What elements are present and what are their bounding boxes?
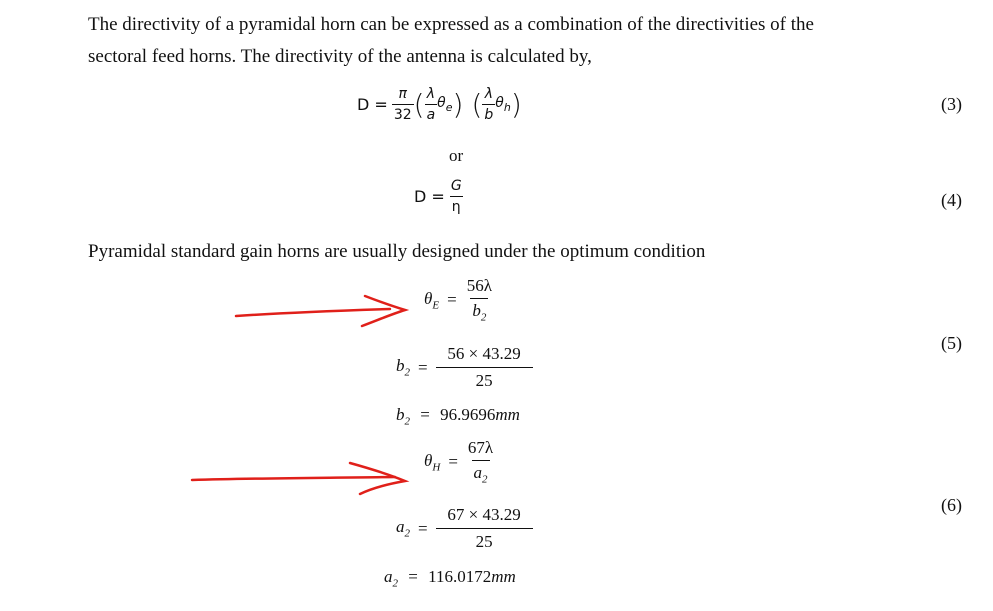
intro-line-2: sectoral feed horns. The directivity of the antenna is calculated by, [88,46,592,67]
equation-number-5: (5) [941,333,962,353]
eq3-pi-fraction: $\frac{\pi}{32}$ [393,86,412,123]
eq3-lhs: D = [357,95,388,114]
b2-calculation: $b_2$ = $\frac{56 \times 43.29}{25}$ [396,344,533,391]
equation-4 [414,178,464,215]
equation-number-4: (4) [941,190,962,210]
paragraph-2: Pyramidal standard gain horns are usually designed under the optimum condition [88,241,706,262]
equation-3: D = $\frac{\pi}{32}$ ( $\frac{\lambda}{a}$ $\theta_e$ ) ( $\frac{\lambda}{b}$ $\theta_h$ ) [357,86,522,123]
eq3-lambda-b: $\frac{\lambda}{b}$ [484,86,494,123]
b2-result: $b_2 = 96.9696mm$ [396,405,520,428]
a2-result: $a_2 = 116.0172mm$ [384,567,516,590]
eq4-lhs: D = [414,187,445,206]
theta-e-equation: $\theta_E$ = $\frac{56\lambda}{b_2}$ [424,276,492,324]
or-text: or [449,146,464,165]
a2-calculation: $a_2$ = $\frac{67 \times 43.29}{25}$ [396,505,533,552]
eq3-lambda-a: $\frac{\lambda}{a}$ [426,86,436,123]
theta-h-equation: $\theta_H$ = $\frac{67\lambda}{a_2}$ [424,438,494,486]
equation-number-6: (6) [941,495,962,515]
equation-number-3: (3) [941,94,962,114]
eq4-fraction: $\frac{G}{\eta}$ [450,178,462,215]
intro-line-1: The directivity of a pyramidal horn can be expressed as a combination of the directivities of the [88,14,814,35]
